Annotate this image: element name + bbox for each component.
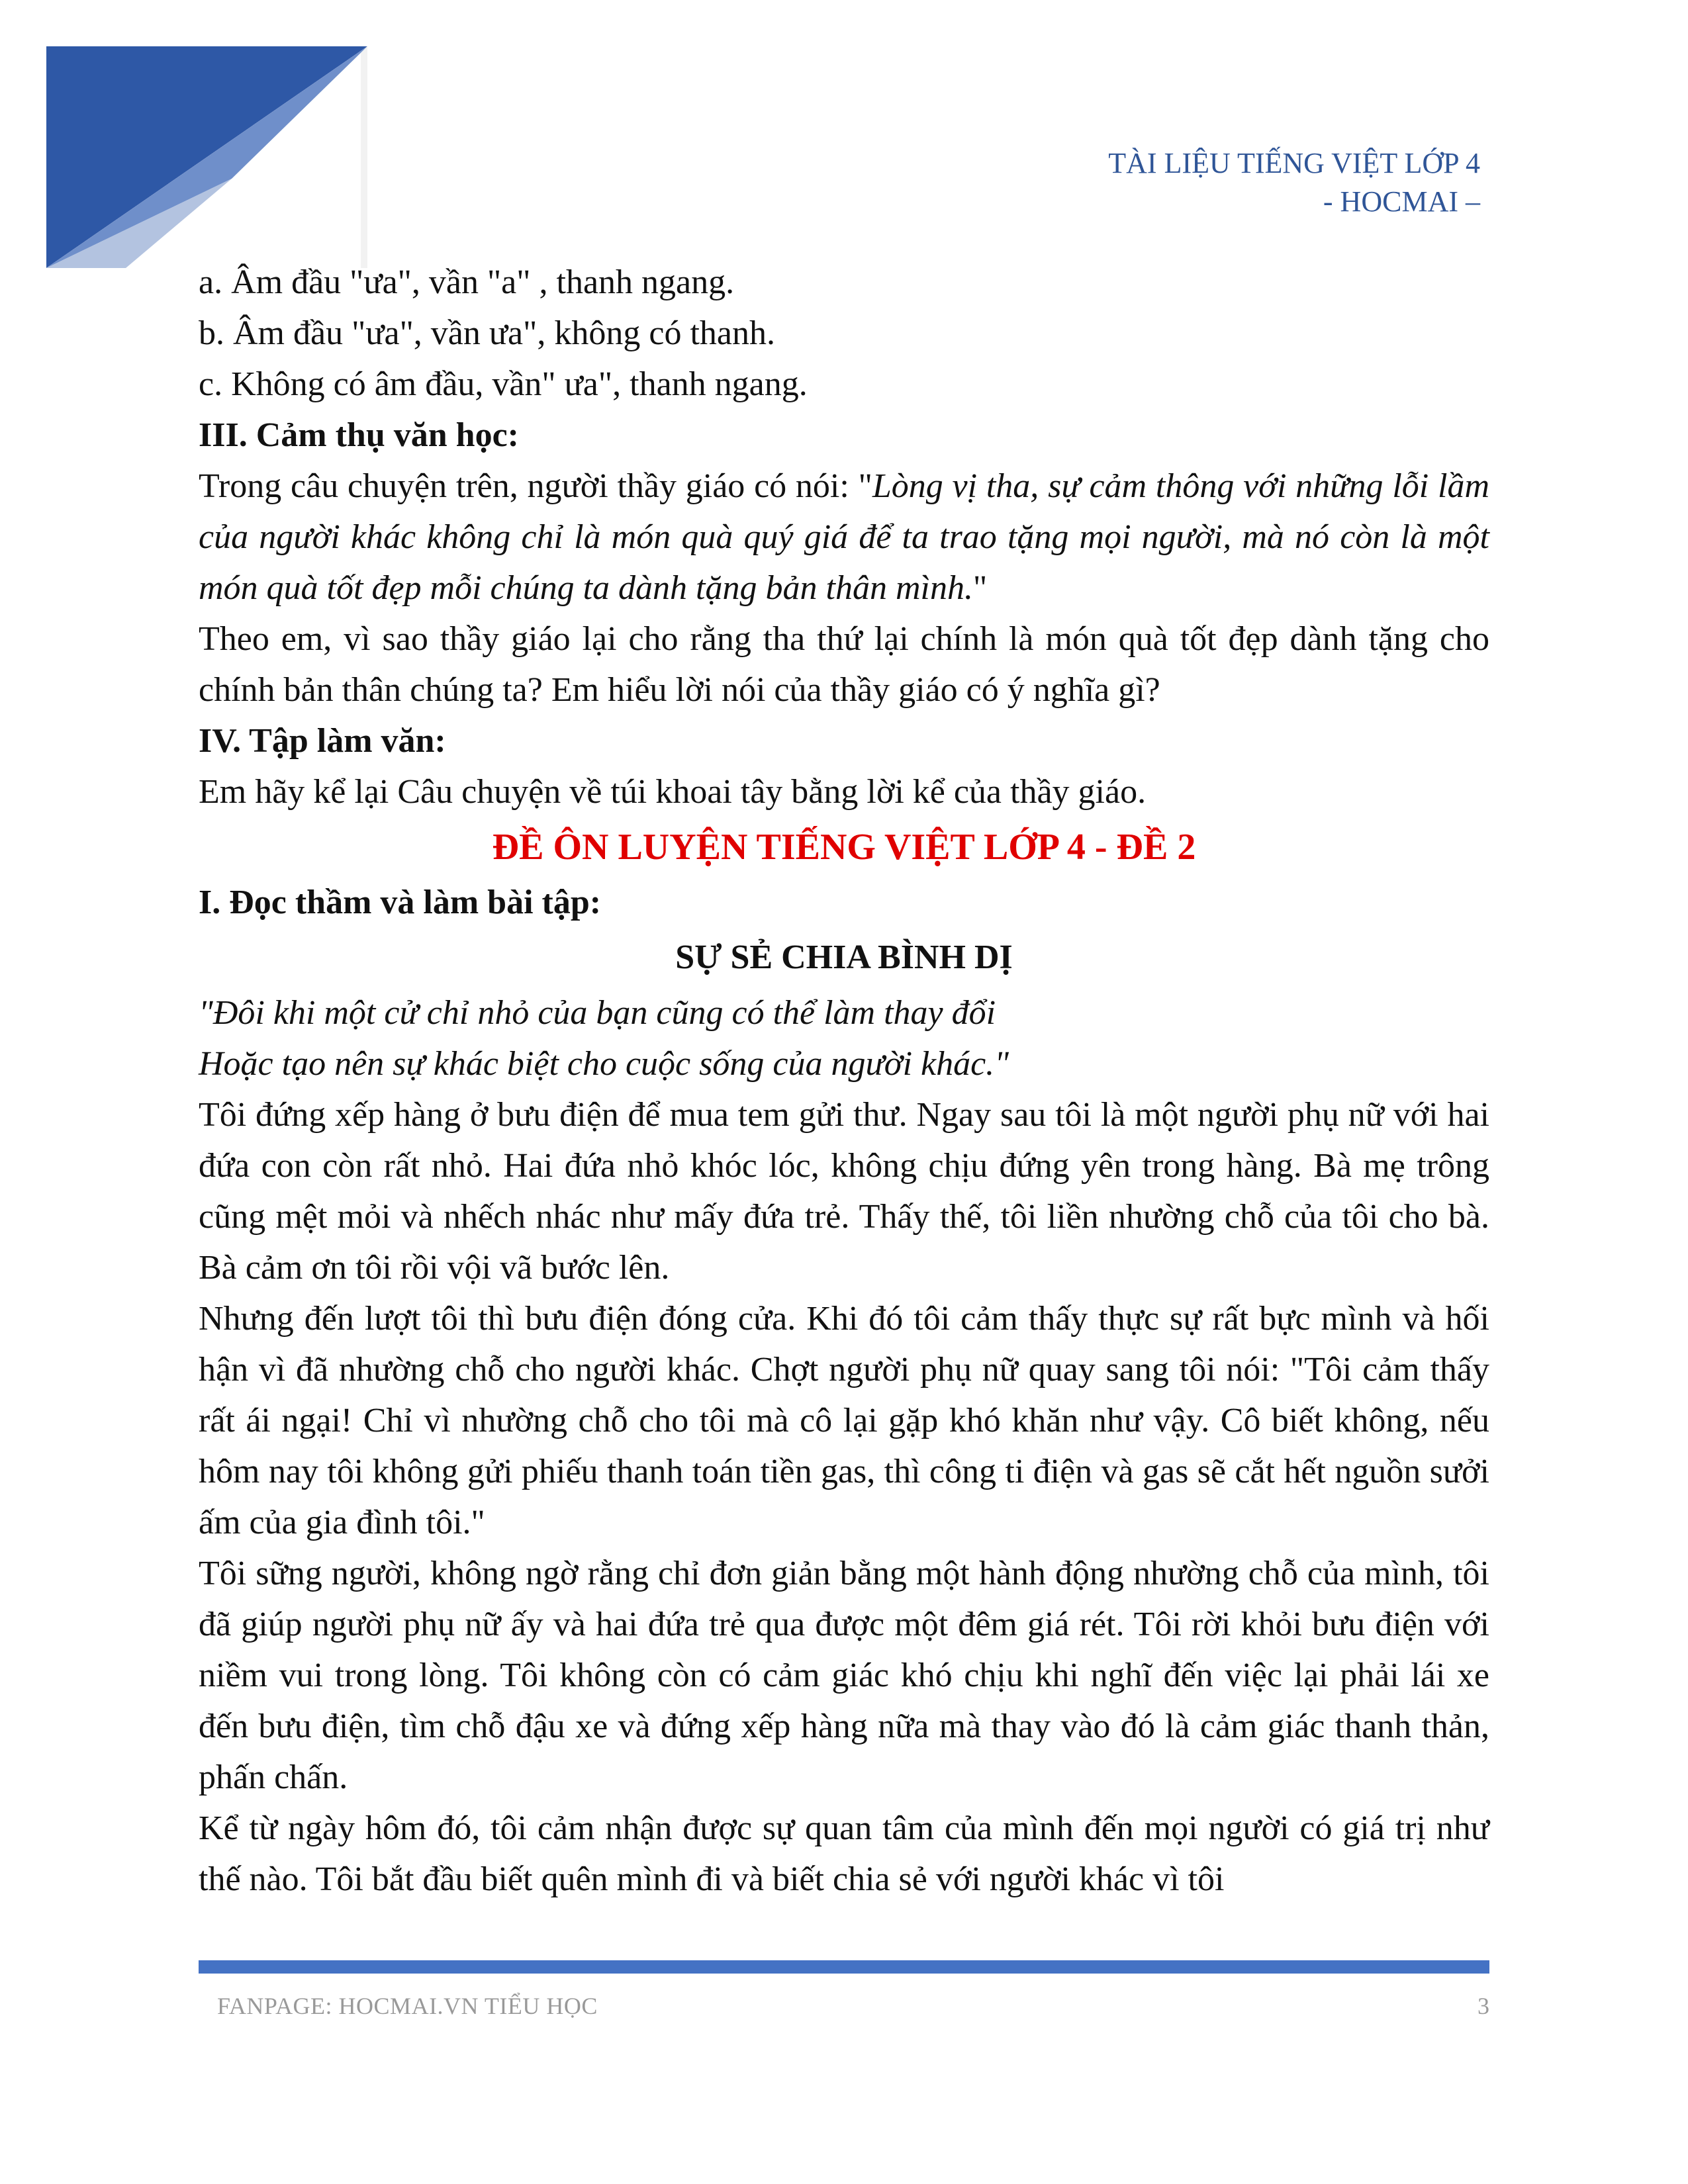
option-a: a. Âm đầu "ưa", vần "a" , thanh ngang. xyxy=(199,263,735,301)
section4-heading: IV. Tập làm văn: xyxy=(199,722,446,760)
story-paragraph-2: Nhưng đến lượt tôi thì bưu điện đóng cửa. Khi đó tôi cảm thấy thực sự rất bực mình và hối hận vì đã nhường chỗ cho người khác. Chợt người phụ nữ quay sang tôi nói: "Tôi cảm thấy rất ái ngại! Chỉ vì nhường chỗ cho tôi mà cô lại gặp khó khăn như vậy. Cô biết không, nếu hôm nay tôi không gửi phiếu thanh toán tiền gas, thì công ti điện và gas sẽ cắt hết nguồn sưởi ấm của gia đình tôi." xyxy=(199,1300,1489,1541)
exam2-title: ĐỀ ÔN LUYỆN TIẾNG VIỆT LỚP 4 - ĐỀ 2 xyxy=(492,827,1196,868)
story-title: SỰ SẺ CHIA BÌNH DỊ xyxy=(675,938,1013,976)
page-number: 3 xyxy=(1477,1993,1489,2019)
epigraph-line-2: Hoặc tạo nên sự khác biệt cho cuộc sống của người khác." xyxy=(199,1045,1009,1083)
page-header xyxy=(1108,144,1480,221)
footer-fanpage: FANPAGE: HOCMAI.VN TIỂU HỌC xyxy=(217,1993,598,2019)
reading-section-heading: I. Đọc thầm và làm bài tập: xyxy=(199,884,602,921)
document-body xyxy=(199,257,1489,1905)
story-paragraph-1: Tôi đứng xếp hàng ở bưu điện để mua tem gửi thư. Ngay sau tôi là một người phụ nữ với hai đứa con còn rất nhỏ. Hai đứa nhỏ khóc lóc, không chịu đứng yên trong hàng. Bà mẹ trông cũng mệt mỏi và nhếch nhác như mấy đứa trẻ. Thấy thế, tôi liền nhường chỗ của tôi cho bà. Bà cảm ơn tôi rồi vội vã bước lên. xyxy=(199,1096,1489,1287)
story-paragraph-3: Tôi sững người, không ngờ rằng chỉ đơn giản bằng một hành động nhường chỗ của mình, tôi đã giúp người phụ nữ ấy và hai đứa trẻ qua được một đêm giá rét. Tôi rời khỏi bưu điện với niềm vui trong lòng. Tôi không còn có cảm giác khó chịu khi nghĩ đến việc lại phải lái xe đến bưu điện, tìm chỗ đậu xe và đứng xếp hàng nữa mà thay vào đó là cảm giác thanh thản, phấn chấn. xyxy=(199,1555,1489,1796)
option-c: c. Không có âm đầu, vần" ưa", thanh ngang. xyxy=(199,365,808,403)
corner-decoration xyxy=(0,0,371,278)
section3-intro: Trong câu chuyện trên, người thầy giáo có nói: " xyxy=(199,467,872,505)
header-subtitle: - HOCMAI – xyxy=(1323,185,1480,218)
section3-question: Theo em, vì sao thầy giáo lại cho rằng tha thứ lại chính là món quà tốt đẹp dành tặng cho chính bản thân chúng ta? Em hiểu lời nói của thầy giáo có ý nghĩa gì? xyxy=(199,620,1489,709)
footer-divider xyxy=(199,1960,1489,1974)
teacher-quote: Lòng vị tha, sự cảm thông với những lỗi lầm của người khác không chỉ là món quà quý giá để ta trao tặng mọi người, mà nó còn là một món quà tốt đẹp mỗi chúng ta dành tặng bản thân mình. xyxy=(199,467,1489,607)
section4-task: Em hãy kể lại Câu chuyện về túi khoai tây bằng lời kể của thầy giáo. xyxy=(199,773,1147,811)
section3-prompt xyxy=(199,461,1489,614)
epigraph-line-1: "Đôi khi một cử chỉ nhỏ của bạn cũng có thể làm thay đổi xyxy=(199,994,996,1032)
quote-close: " xyxy=(972,569,988,607)
option-b: b. Âm đầu "ưa", vần ưa", không có thanh. xyxy=(199,314,775,352)
header-title: TÀI LIỆU TIẾNG VIỆT LỚP 4 xyxy=(1108,147,1480,179)
section3-heading: III. Cảm thụ văn học: xyxy=(199,416,519,454)
story-paragraph-4: Kể từ ngày hôm đó, tôi cảm nhận được sự quan tâm của mình đến mọi người có giá trị như thế nào. Tôi bắt đầu biết quên mình đi và biết chia sẻ với người khác vì tôi xyxy=(199,1809,1489,1898)
